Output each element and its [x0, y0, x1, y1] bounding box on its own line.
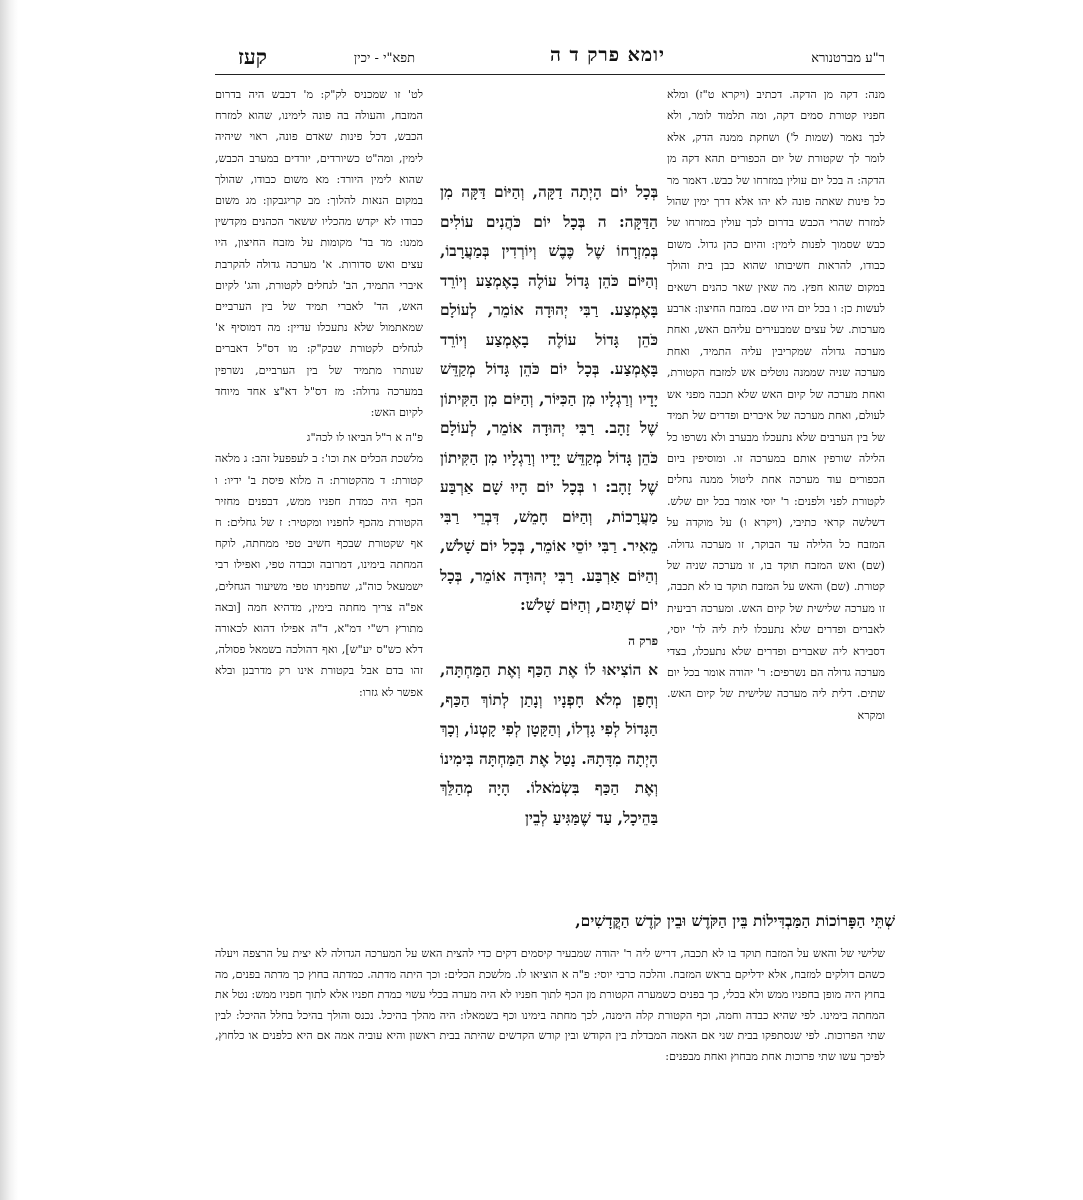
header-commentator: ר"ע מברטנורא — [811, 51, 885, 66]
bottom-commentary — [215, 944, 885, 1068]
bartenura-text: מנה: דקה מן הדקה. דכתיב (ויקרא ט"ז) ומלא חפניו קטורת סמים דקה, ומה תלמוד לומר, ולא לכך נאמר (שמות ל') ושחקת ממנה הדק, אלא לומר לך שקטורת של יום הכפורים תהא דקה מן הדקה: ה בכל יום עולין במזרחו של כבש. דאמר מר כל פינות שאתה פונה לא יהו אלא דרך ימין שהול למזרח שהרי הכבש בדרום לכך עולין במזרחו של כבש שסמוך לפנות לימין: והיום כהן גדול. משום כבודו, להראות חשיבותו שהוא כבן בית והולך במקום שהוא חפץ. מה שאין שאר כהנים רשאים לעשות כן: ו בכל יום היו שם. במזבח החיצון: ארבע מערכות. של עצים שמבעירים עליהם האש, ואחת מערכה גדולה שמקריבין עליה התמיד, ואחת מערכה שניה שממנה נוטלים אש למזבח הקטורת, ואחת מערכה של קיום האש שלא תכבה מפני אש לעולם, ואחת מערכה של איברים ופדרים של תמיד של בין הערבים שלא נתעכלו מבערב ולא נשרפו כל הלילה שורפין אותם במערכה זו. ומוסיפין ביום הכפורים עוד מערכה אחת ליטול ממנה גחלים לקטורת לפני ולפנים: ר' יוסי אומר בכל יום שלש. דשלשה קראי כתיבי, (ויקרא ו) על מוקדה על המזבח כל הלילה עד הבוקר, זו מערכה גדולה. (שם) ואש המזבח תוקד בו, זו מערכה שניה של קטורת. (שם) והאש על המזבח תוקד בו לא תכבה, זו מערכה שלישית של קיום האש. ומערכה רביעית לאברים ופדרים שלא נתעכלו לית ליה לר' יוסי, דסבירא ליה שאברים ופדרים שלא נתעכלו, בצדי מערכה גדולה הם נשרפים: ר' יהודה אומר בכל יום שתים. דלית ליה מערכה שלישית של קיום האש. ומקרא — [667, 88, 885, 722]
yachin-commentary-column — [215, 84, 423, 703]
page-header — [215, 44, 885, 72]
yachin-chapter-ref: פ"ה א ר"ל הביאו לו לכה"ג — [306, 431, 423, 445]
header-title: יומא פרק ד ה — [549, 44, 665, 66]
bartenura-commentary-column — [667, 84, 885, 726]
mishnah-chapter-start — [440, 627, 658, 657]
yachin-text: לט' זו שמכניס לק"ק: מ' דכבש היה בדרום המזבח, והעולה בה פונה לימינו, שהוא למזרח הכבש, דכל פינות שאדם פונה, ראוי שיהיה לימין, ומה"ט כשיורדים, יורדים במערב הכבש, שהוא לימין היורד: מא משום כבודו, שהולך במקום הנאות להלוך: מב קריגבקון: מג משום כבודו לא יקדש מהכליו ששאר הכהנים מקדשין ממנו: מד בד' מקומות על מזבח החיצון, היו עצים ואש סדורות. א' מערכה גדולה להקרבת איברי התמיד, הב' לגחלים לקטורת, והג' לקיום האש, הד' לאברי תמיד של בין הערביים שמאתמול שלא נתעכלו עדיין: מה דמוסיף א' לגחלים לקטורת שבק"ק: מו דס"ל דאברים שנותרו מתמיד של בין הערביים, נשרפין במערכה גדולה: מז דס"ל דא"צ אחד מיוחד לקיום האש: — [215, 88, 423, 420]
page-number: קעז — [238, 44, 267, 69]
mishnah-full-width-line: שְׁתֵּי הַפָּרוֹכוֹת הַמַּבְדִּילוֹת בֵּין הַקֹּדֶשׁ וּבֵין קֹדֶשׁ הַקֳּדָשִׁים, — [575, 912, 895, 930]
mishnah-chapter-ref: פרק ה — [628, 633, 658, 648]
page-edge-shadow — [0, 0, 18, 1200]
bottom-commentary-text: שלישי של והאש על המזבח תוקד בו לא תכבה, דריש ליה ר' יהודה שמבעיר קיסמים דקים כדי להצית האש על המערכה הגדולה לא יצית על הרצפה ויעלה כשהם דולקים למזבח, אלא ידליקם בראש המזבח. והלכה כרבי יוסי: פ"ה א הוציאו לו. מלשכת הכלים: וכך היתה מדתה. כמדתה בחוץ כך מדתה בפנים, מה בחוץ היה מופן בחפניו ממש ולא בכלי, כך בפנים כשמערה הקטורת מן הכף לתוך חפניו לא היה מערה בכלי עשוי כמדת חפניו אלא לתוך חפניו ממש: נטל את המחתה בימינו. לפי שהיא כבדה וחמה, וכף הקטורת קלה הימנה, לכך מחתה בימינו וכף בשמאלו: היה מהלך בהיכל. נכנס והולך בהיכל בחלל ההיכל: לבין שתי הפרוכות. לפי שנסתפקו בבית שני אם האמה המבדלת בין הקודש ובין קודש הקדשים שהיתה בבית ראשון והיא עוביה אמה אם היא כלפנים או כלחוץ, לפיכך עשו שתי פרוכות אחת מבחוץ ואחת מבפנים: — [215, 947, 885, 1063]
header-rule — [215, 74, 885, 75]
header-tag: תפא"י - יכין — [353, 51, 415, 66]
mishnah-text: בְּכָל יוֹם הָיְתָה דַקָּה, וְהַיּוֹם דַּקָּה מִן הַדַּקָּה: ה בְּכָל יוֹם כֹּהֲנִים עוֹלִים בְּמִזְרָחוֹ שֶׁל כֶּבֶשׁ וְיוֹרְדִין בְּמַעֲרָבוֹ, וְהַיּוֹם כֹּהֵן גָּדוֹל עוֹלֶה בָאֶמְצַע וְיוֹרֵד בָּאֶמְצַע. רַבִּי יְהוּדָה אוֹמֵר, לְעוֹלָם כֹּהֵן גָּדוֹל עוֹלֶה בָאֶמְצַע וְיוֹרֵד בָּאֶמְצַע. בְּכָל יוֹם כֹּהֵן גָּדוֹל מְקַדֵּשׁ יָדָיו וְרַגְלָיו מִן הַכִּיּוֹר, וְהַיּוֹם מִן הַקִּיתוֹן שֶׁל זָהָב. רַבִּי יְהוּדָה אוֹמֵר, לְעוֹלָם כֹּהֵן גָּדוֹל מְקַדֵּשׁ יָדָיו וְרַגְלָיו מִן הַקִּיתוֹן שֶׁל זָהָב: ו בְּכָל יוֹם הָיוּ שָׁם אַרְבַּע מַעֲרָכוֹת, וְהַיּוֹם חָמֵשׁ, דִּבְרֵי רַבִּי מֵאִיר. רַבִּי יוֹסֵי אוֹמֵר, בְּכָל יוֹם שָׁלֹשׁ, וְהַיּוֹם אַרְבַּע. רַבִּי יְהוּדָה אוֹמֵר, בְּכָל יוֹם שְׁתַּיִם, וְהַיּוֹם שָׁלֹשׁ: — [440, 183, 658, 614]
mishnah-text-2: א הוֹצִיאוּ לוֹ אֶת הַכַּף וְאֶת הַמַּחְתָּה, וְחָפַן מְלֹא חָפְנָיו וְנָתַן לְתוֹךְ הַכַּף, הַגָּדוֹל לְפִי גָדְלוֹ, וְהַקָּטָן לְפִי קָטְנוֹ, וְכָךְ הָיְתָה מִדָּתָהּ. נָטַל אֶת הַמַּחְתָּה בִּימִינוֹ וְאֶת הַכַּף בִּשְׂמֹאלוֹ. הָיָה מְהַלֵּךְ בַּהֵיכָל, עַד שֶׁמַּגִּיעַ לְבֵין — [440, 661, 658, 827]
mishnah-main-column — [440, 178, 658, 833]
yachin-text-2: מלשכת הכלים את וכו': ב לעפפעל זהב: ג מלאה קטורת: ד מהקטורת: ה מלוא פיסת ב' ידיו: ו הכף היה כמדת חפניו ממש, דבפנים מחזיר הקטורת מהכף לחפניו ומקטיר: ז של גחלים: ח אף שקטורת שבכף חשיב טפי ממחתה, לוקח המחתה בימינו, דמרובה וכבדה טפי, ואפילו רבי ישמעאל כוה"ג, שחפניתו טפי משיעור הגחלים, אפ"ה צריך מחתה בימין, מדהיא חמה [ובאה מתורץ רש"י דמ"א, ד"ה אפילו דהוא לכאורה דלא כש"ס יע"ש], ואף דהולכה בשמאל פסולה, זהו בדם אבל בקטורת אינו רק מדרבנן ובלא אפשר לא גזרו: — [215, 452, 423, 699]
